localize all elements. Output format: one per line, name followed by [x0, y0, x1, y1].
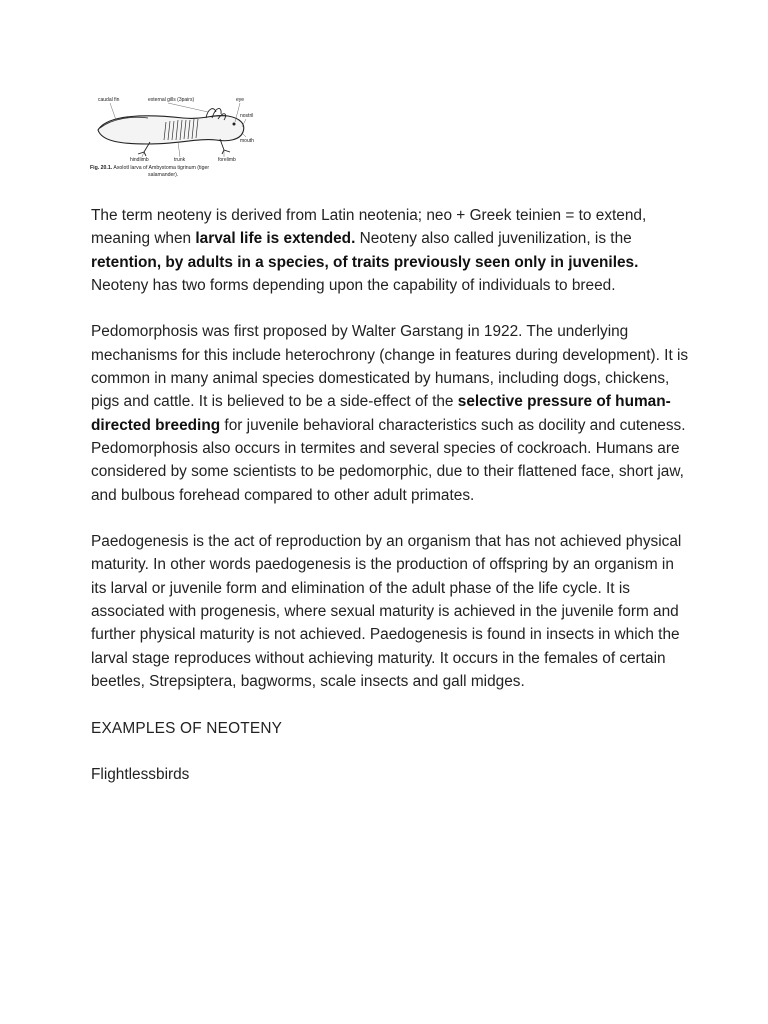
label-eye: eye [236, 97, 245, 103]
label-trunk: trunk [174, 157, 186, 163]
article-body [91, 204, 691, 810]
figure-caption-line2: salamander). [148, 172, 179, 178]
paragraph-neoteny: The term neoteny is derived from Latin neotenia; neo + Greek teinien = to extend, meaning when larval life is extended. Neoteny also called juvenilization, is the retention, by adults in a species, of traits previously seen only in juveniles. Neoteny has two forms depending upon the capability of individuals to breed. [91, 207, 647, 294]
label-caudal-fin: caudal fin [98, 97, 120, 103]
subsection-heading: Flightlessbirds [91, 766, 190, 784]
label-hindlimb: hindlimb [130, 157, 149, 163]
paragraph-pedomorphosis: Pedomorphosis was first proposed by Walter Garstang in 1922. The underlying mechanisms for this include heterochrony (change in features during development). It is common in many animal species domesticated by humans, including dogs, chickens, pigs and cattle. It is believed to be a side-effect of the selective pressure of human-directed breeding for juvenile behavioral characteristics such as docility and cuteness. Pedomorphosis also occurs in termites and several species of cockroach. Humans are considered by some scientists to be pedomorphic, due to their flattened face, short jaw, and bulbous forehead compared to other adult primates. [91, 323, 689, 504]
eye-marker [233, 123, 236, 126]
label-forelimb: forelimb [218, 157, 236, 163]
axolotl-illustration [88, 92, 268, 182]
axolotl-figure [88, 92, 268, 182]
label-nostril: nostril [240, 113, 254, 119]
section-heading: EXAMPLES OF NEOTENY [91, 719, 283, 737]
label-mouth: mouth [240, 138, 254, 144]
figure-caption-line1: Fig. 20.1. Axolotl larva of Ambystoma tigrinum (tiger [90, 165, 210, 171]
label-external-gills: external gills (3pairs) [148, 97, 195, 103]
paragraph-paedogenesis: Paedogenesis is the act of reproduction by an organism that has not achieved physical maturity. In other words paedogenesis is the production of offspring by an organism in its larval or juvenile form and elimination of the adult phase of the life cycle. It is associated with progenesis, where sexual maturity is achieved in the juvenile form and further physical maturity is not achieved. Paedogenesis is found in insects in which the larval stage reproduces without achieving maturity. It occurs in the females of certain beetles, Strepsiptera, bagworms, scale insects and gall midges. [91, 533, 682, 690]
